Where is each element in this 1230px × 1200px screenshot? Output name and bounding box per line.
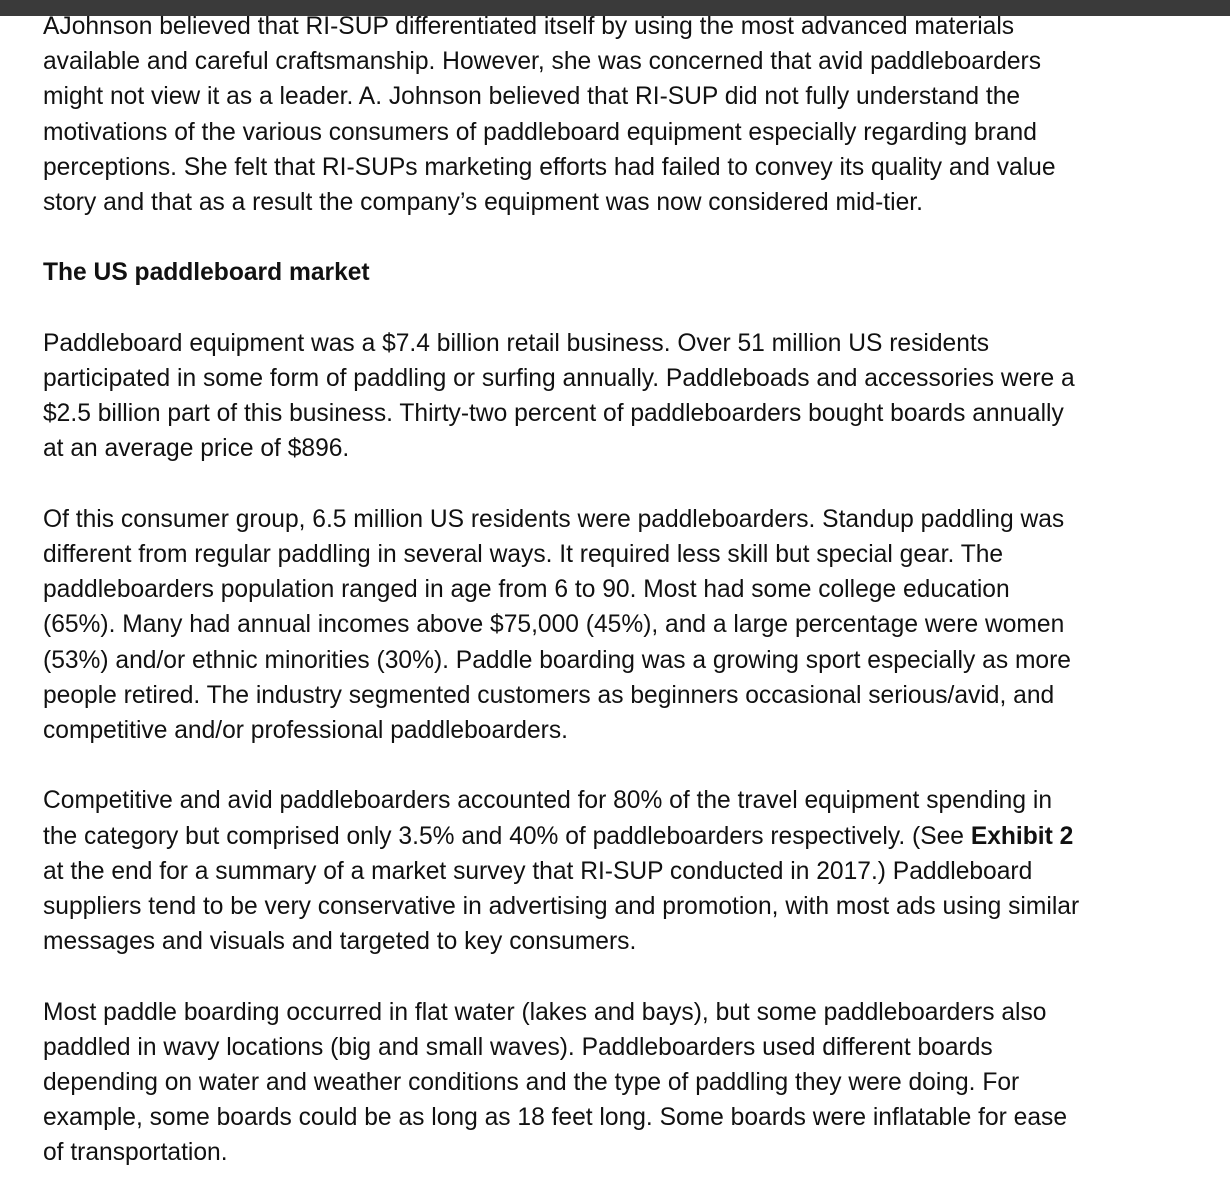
paragraph-consumer-group <box>43 502 1213 748</box>
text-line: of transportation. <box>43 1139 228 1167</box>
paragraph-water-conditions <box>43 995 1213 1171</box>
text-line: available and careful craftsmanship. However, she was concerned that avid paddleboarders <box>43 48 1041 76</box>
document-body <box>43 9 1213 1200</box>
text-line: messages and visuals and targeted to key consumers. <box>43 928 637 956</box>
text-line: Most paddle boarding occurred in flat water (lakes and bays), but some paddleboarders also <box>43 998 1047 1026</box>
text-line: paddleboarders population ranged in age from 6 to 90. Most had some college education <box>43 576 1010 604</box>
text-line: competitive and/or professional paddleboarders. <box>43 717 568 745</box>
text-line: example, some boards could be as long as 18 feet long. Some boards were inflatable for ease <box>43 1104 1067 1132</box>
paragraph-johnson-concern <box>43 9 1213 220</box>
text-line: at the end for a summary of a market survey that RI-SUP conducted in 2017.) Paddleboard <box>43 857 1033 885</box>
exhibit-2-reference: Exhibit 2 <box>970 822 1074 850</box>
text-line: (65%). Many had annual incomes above $75,000 (45%), and a large percentage were women <box>43 611 1065 639</box>
section-heading: The US paddleboard market <box>43 259 370 287</box>
text-line: (53%) and/or ethnic minorities (30%). Paddle boarding was a growing sport especially as more <box>43 646 1071 674</box>
text-line: at an average price of $896. <box>43 435 350 463</box>
text-line: suppliers tend to be very conservative in advertising and promotion, with most ads using similar <box>43 893 1080 921</box>
text-line: participated in some form of paddling or surfing annually. Paddleboads and accessories were a <box>43 365 1075 392</box>
text-line: people retired. The industry segmented customers as beginners occasional serious/avid, and <box>43 681 1055 709</box>
paragraph-market-size <box>43 326 1213 467</box>
text-line: Competitive and avid paddleboarders accounted for 80% of the travel equipment spending in <box>43 787 1052 815</box>
text-line: $2.5 billion part of this business. Thirty-two percent of paddleboarders bought boards annually <box>43 400 1064 428</box>
text-line-with-exhibit-ref <box>43 819 1213 854</box>
text-line: different from regular paddling in several ways. It required less skill but special gear. The <box>43 541 1004 568</box>
text-line: Paddleboard equipment was a $7.4 billion retail business. Over 51 million US residents <box>43 329 990 357</box>
text-line: story and that as a result the company’s equipment was now considered mid-tier. <box>43 189 923 217</box>
text-line: paddled in wavy locations (big and small waves). Paddleboarders used different boards <box>43 1033 993 1061</box>
text-line: AJohnson believed that RI-SUP differentiated itself by using the most advanced materials <box>43 13 1015 40</box>
paragraph-competitive-avid <box>43 783 1213 959</box>
text-line: perceptions. She felt that RI-SUPs marketing efforts had failed to convey its quality and value <box>43 153 1056 181</box>
text-line: motivations of the various consumers of paddleboard equipment especially regarding brand <box>43 118 1037 146</box>
text-line: might not view it as a leader. A. Johnson believed that RI-SUP did not fully understand the <box>43 83 1021 111</box>
text-line: depending on water and weather conditions and the type of paddling they were doing. For <box>43 1069 1020 1097</box>
text-line: Of this consumer group, 6.5 million US residents were paddleboarders. Standup paddling was <box>43 505 1065 533</box>
text-segment: the category but comprised only 3.5% and 40% of paddleboarders respectively. (See <box>43 822 971 850</box>
